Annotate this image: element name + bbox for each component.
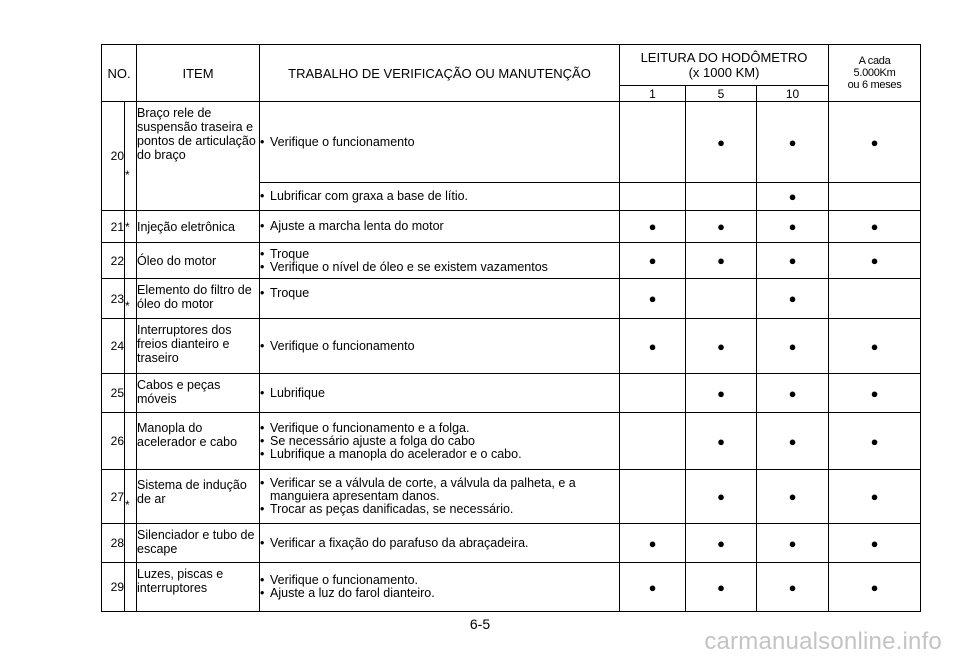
dot-cell: [620, 413, 686, 470]
row-star: [125, 563, 137, 612]
row-item: Sistema de indução de ar: [137, 470, 260, 524]
dot-cell: ●: [757, 470, 829, 524]
dot-cell: ●: [829, 413, 921, 470]
row-number: 21: [102, 211, 125, 243]
task-line: • Verificar se a válvula de corte, a válvula da palheta, e a manguiera apresentam danos.: [260, 477, 619, 503]
row-star: [125, 319, 137, 374]
header-acada: [829, 45, 921, 102]
page-number: 6-5: [469, 616, 491, 632]
header-leitura: [620, 45, 829, 86]
task-line: • Verifique o funcionamento: [260, 340, 619, 353]
dot-cell: ●: [829, 102, 921, 183]
header-km-10: 10: [757, 86, 829, 102]
dot-cell: ●: [620, 524, 686, 563]
dot-cell: ●: [757, 319, 829, 374]
dot-cell: ●: [829, 319, 921, 374]
dot-cell: ●: [686, 211, 757, 243]
dot-cell: ●: [686, 102, 757, 183]
task-line: • Lubrificar com graxa a base de lítio.: [260, 190, 619, 203]
row-item: Óleo do motor: [137, 243, 260, 279]
table-row: [102, 211, 921, 243]
row-star: *: [125, 102, 137, 211]
dot-cell: [829, 279, 921, 319]
row-number: 24: [102, 319, 125, 374]
dot-cell: ●: [620, 243, 686, 279]
row-number: 22: [102, 243, 125, 279]
row-star: [125, 243, 137, 279]
header-trabalho: TRABALHO DE VERIFICAÇÃO OU MANUTENÇÃO: [260, 45, 620, 102]
task-line: • Troque: [260, 287, 619, 300]
dot-cell: ●: [757, 243, 829, 279]
row-task: [260, 524, 620, 563]
dot-cell: ●: [620, 279, 686, 319]
dot-cell: ●: [620, 563, 686, 612]
task-line: • Ajuste a marcha lenta do motor: [260, 220, 619, 233]
row-item: Cabos e peças móveis: [137, 374, 260, 413]
row-item: Manopla do acelerador e cabo: [137, 413, 260, 470]
row-star: *: [125, 211, 137, 243]
task-line: • Verifique o funcionamento e a folga.: [260, 422, 619, 435]
row-number: 29: [102, 563, 125, 612]
row-number: 28: [102, 524, 125, 563]
task-line: • Lubrifique a manopla do acelerador e o cabo.: [260, 448, 619, 461]
dot-cell: ●: [620, 211, 686, 243]
header-no: NO.: [102, 45, 137, 102]
dot-cell: [620, 374, 686, 413]
row-item: Elemento do filtro de óleo do motor: [137, 279, 260, 319]
dot-cell: ●: [686, 374, 757, 413]
header-leitura-line2: (x 1000 KM): [688, 65, 760, 80]
task-line: • Verifique o funcionamento: [260, 136, 619, 149]
row-task: [260, 563, 620, 612]
table-row: [102, 470, 921, 524]
table-row: [102, 102, 921, 183]
dot-cell: [620, 470, 686, 524]
row-number: 25: [102, 374, 125, 413]
table-row: [102, 413, 921, 470]
watermark: carmanualsonline.info: [704, 628, 942, 655]
dot-cell: ●: [829, 374, 921, 413]
row-star: [125, 413, 137, 470]
row-task: [260, 413, 620, 470]
table-row: [102, 243, 921, 279]
row-star: *: [125, 279, 137, 319]
row-number: 26: [102, 413, 125, 470]
dot-cell: [620, 183, 686, 211]
task-line: • Trocar as peças danificadas, se necessário.: [260, 503, 619, 516]
header-km-1: 1: [620, 86, 686, 102]
row-item: Injeção eletrônica: [137, 211, 260, 243]
row-item: Silenciador e tubo de escape: [137, 524, 260, 563]
dot-cell: ●: [829, 470, 921, 524]
row-star: [125, 374, 137, 413]
row-item: Braço rele de suspensão traseira e pontos de articulação do braço: [137, 102, 260, 211]
dot-cell: ●: [757, 413, 829, 470]
header-acada-line3: ou 6 meses: [847, 79, 902, 91]
dot-cell: ●: [620, 319, 686, 374]
dot-cell: ●: [686, 470, 757, 524]
dot-cell: ●: [686, 319, 757, 374]
maintenance-table: [101, 44, 921, 612]
task-line: • Verifique o nível de óleo e se existem vazamentos: [260, 261, 619, 274]
dot-cell: ●: [829, 524, 921, 563]
dot-cell: ●: [757, 102, 829, 183]
row-task: [260, 279, 620, 319]
row-task: [260, 243, 620, 279]
table-row: [102, 279, 921, 319]
dot-cell: ●: [829, 243, 921, 279]
task-line: • Verifique o funcionamento.: [260, 574, 619, 587]
dot-cell: [686, 279, 757, 319]
row-task: [260, 374, 620, 413]
row-number: 23: [102, 279, 125, 319]
header-acada-line1: A cada: [858, 55, 891, 67]
task-line: • Se necessário ajuste a folga do cabo: [260, 435, 619, 448]
row-star: *: [125, 470, 137, 524]
row-star: [125, 524, 137, 563]
row-number: 20: [102, 102, 125, 211]
dot-cell: ●: [686, 524, 757, 563]
dot-cell: [620, 102, 686, 183]
table-row: [102, 563, 921, 612]
row-number: 27: [102, 470, 125, 524]
header-leitura-line1: LEITURA DO HODÔMETRO: [640, 50, 808, 65]
row-task: [260, 102, 620, 183]
dot-cell: ●: [829, 563, 921, 612]
header-km-5: 5: [686, 86, 757, 102]
dot-cell: ●: [757, 211, 829, 243]
dot-cell: ●: [757, 183, 829, 211]
dot-cell: [829, 183, 921, 211]
task-line: • Troque: [260, 248, 619, 261]
header-acada-line2: 5.000Km: [853, 67, 896, 79]
dot-cell: ●: [757, 279, 829, 319]
task-line: • Lubrifique: [260, 387, 619, 400]
dot-cell: ●: [829, 211, 921, 243]
header-item: ITEM: [137, 45, 260, 102]
dot-cell: ●: [686, 413, 757, 470]
table-row: [102, 524, 921, 563]
dot-cell: ●: [757, 563, 829, 612]
row-item: Interruptores dos freios dianteiro e traseiro: [137, 319, 260, 374]
task-line: • Verificar a fixação do parafuso da abraçadeira.: [260, 537, 619, 550]
dot-cell: ●: [757, 524, 829, 563]
row-task: [260, 319, 620, 374]
row-task: [260, 183, 620, 211]
dot-cell: [686, 183, 757, 211]
dot-cell: ●: [686, 243, 757, 279]
dot-cell: ●: [686, 563, 757, 612]
dot-cell: ●: [757, 374, 829, 413]
task-line: • Ajuste a luz do farol dianteiro.: [260, 587, 619, 600]
table-row: [102, 319, 921, 374]
row-task: [260, 211, 620, 243]
row-task: [260, 470, 620, 524]
table-row: [102, 374, 921, 413]
row-item: Luzes, piscas e interruptores: [137, 563, 260, 612]
